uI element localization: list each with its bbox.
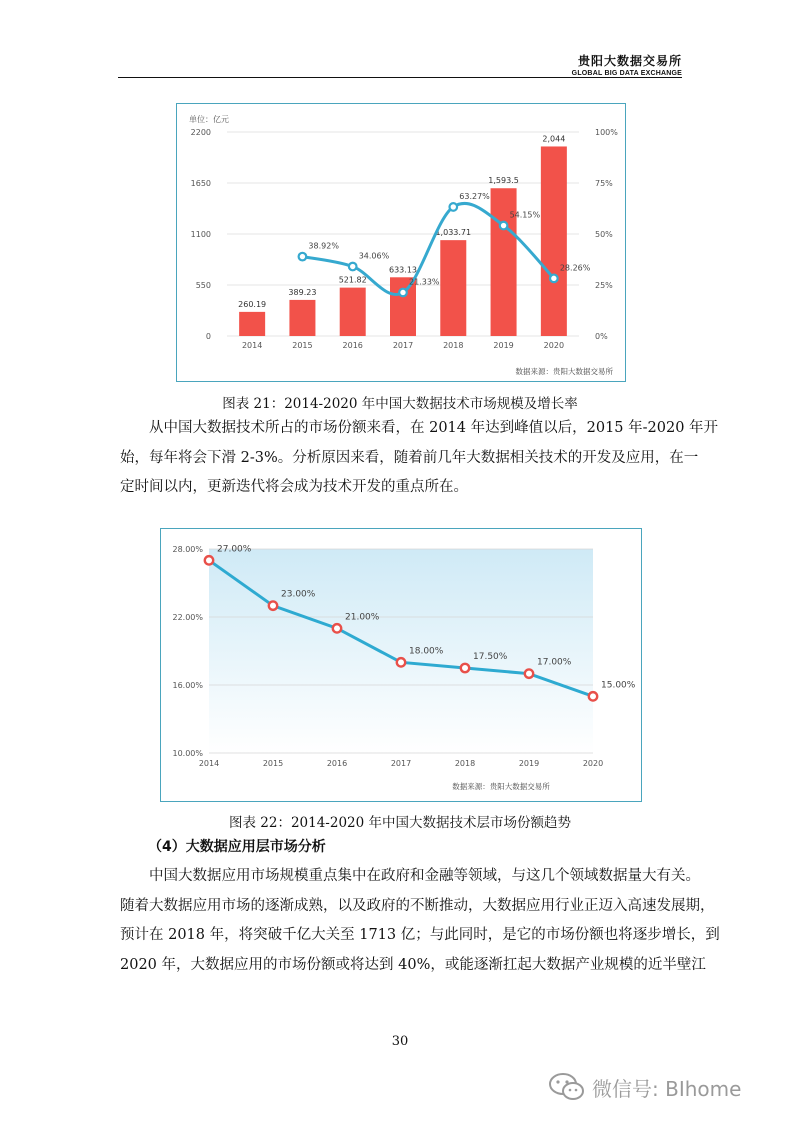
- y2-tick-label: 75%: [595, 179, 613, 188]
- y2-tick-label: 0%: [595, 332, 608, 341]
- market-share-label: 21.00%: [345, 612, 380, 623]
- growth-rate-label: 21.33%: [409, 277, 440, 287]
- market-share-point: [525, 669, 533, 677]
- growth-rate-label: 28.26%: [559, 263, 591, 273]
- bar-data-label: 521.82: [338, 275, 367, 285]
- y-tick-label: 1650: [190, 179, 211, 188]
- market-share-point: [205, 556, 213, 564]
- paragraph-market-share: [120, 414, 719, 503]
- x-tick-label: 2014: [198, 759, 220, 768]
- x-tick-label: 2020: [543, 341, 565, 350]
- bar-data-label: 389.23: [288, 287, 317, 297]
- market-share-point: [333, 624, 341, 632]
- brand-en: GLOBAL BIG DATA EXCHANGE: [571, 70, 682, 77]
- x-tick-label: 2017: [392, 341, 414, 350]
- paragraph-line: 中国大数据应用市场规模重点集中在政府和金融等领域，与这几个领域数据量大有关。: [149, 868, 700, 884]
- market-share-chart-svg: [161, 529, 641, 801]
- x-tick-label: 2019: [493, 341, 514, 350]
- header-brand: [572, 52, 682, 77]
- paragraph-line: 从中国大数据技术所占的市场份额来看，在 2014 年达到峰值以后，2015 年-2020 年开: [149, 420, 719, 436]
- y-tick-label: 550: [195, 281, 211, 290]
- growth-rate-point: [299, 253, 307, 261]
- x-tick-label: 2015: [292, 341, 313, 350]
- market-share-label: 17.00%: [537, 657, 572, 668]
- bar: [239, 312, 265, 336]
- market-share-label: 23.00%: [281, 589, 316, 600]
- market-share-chart: [160, 528, 642, 802]
- bar-data-label: 2,044: [542, 134, 566, 144]
- bar-data-label: 1,593.5: [488, 176, 519, 186]
- market-share-point: [397, 658, 405, 666]
- market-share-label: 18.00%: [409, 646, 444, 657]
- paragraph-line: 预计在 2018 年，将突破千亿大关至 1713 亿；与此同时，是它的市场份额也将逐步增长，到: [120, 927, 720, 943]
- paragraph-line: 2020 年，大数据应用的市场份额或将达到 40%，或能逐渐扛起大数据产业规模的近半壁江: [120, 956, 706, 973]
- bar: [340, 288, 366, 336]
- market-share-label: 27.00%: [217, 544, 252, 555]
- market-size-chart: [176, 103, 626, 382]
- paragraph-line: 始，每年将会下滑 2-3%。分析原因来看，随着前几年大数据相关技术的开发及应用，在一: [120, 449, 699, 466]
- x-tick-label: 2018: [454, 759, 476, 768]
- x-tick-label: 2016: [326, 759, 348, 768]
- bar: [440, 240, 466, 336]
- x-tick-label: 2017: [390, 759, 412, 768]
- y-tick-label: 2200: [190, 128, 211, 137]
- y-tick-label: 10.00%: [172, 749, 203, 758]
- growth-rate-label: 34.06%: [358, 251, 390, 261]
- x-tick-label: 2018: [443, 341, 464, 350]
- growth-rate-point: [550, 275, 558, 283]
- bar-data-label: 633.13: [389, 265, 417, 275]
- bar-data-label: 1,033.71: [435, 228, 472, 238]
- y2-tick-label: 50%: [595, 230, 613, 239]
- data-source: 数据来源：贵阳大数据交易所: [452, 782, 550, 791]
- market-share-point: [461, 664, 469, 672]
- y2-tick-label: 100%: [595, 128, 618, 137]
- x-tick-label: 2020: [582, 759, 604, 768]
- paragraph-line: 定时间以内，更新迭代将会成为技术开发的重点所在。: [120, 479, 468, 495]
- brand-cn: 贵阳大数据交易所: [577, 54, 682, 68]
- page-number: 30: [391, 1034, 409, 1049]
- wechat-watermark: [548, 1072, 741, 1102]
- growth-rate-point: [500, 222, 508, 230]
- unit-label: 单位：亿元: [189, 115, 229, 124]
- growth-rate-label: 54.15%: [509, 210, 541, 220]
- market-share-point: [269, 601, 277, 609]
- market-share-label: 17.50%: [473, 652, 508, 662]
- paragraph-application-market: [120, 862, 720, 980]
- wechat-icon: [548, 1072, 586, 1102]
- y-tick-label: 1100: [190, 230, 211, 239]
- y-tick-label: 28.00%: [172, 545, 203, 554]
- section-heading: （4）大数据应用层市场分析: [148, 839, 326, 855]
- x-tick-label: 2016: [342, 341, 363, 350]
- chart2-caption: 图表 22：2014-2020 年中国大数据技术层市场份额趋势: [228, 815, 572, 831]
- bar: [289, 300, 315, 336]
- y-tick-label: 0: [205, 332, 211, 341]
- x-tick-label: 2015: [262, 759, 284, 768]
- market-size-chart-svg: [177, 104, 625, 381]
- bar: [541, 146, 567, 336]
- paragraph-line: 随着大数据应用市场的逐渐成熟，以及政府的不断推动，大数据应用行业正迈入高速发展期，: [120, 897, 715, 914]
- header-rule: [118, 77, 682, 78]
- chart1-caption: 图表 21：2014-2020 年中国大数据技术市场规模及增长率: [222, 396, 578, 412]
- growth-rate-label: 63.27%: [459, 191, 490, 201]
- growth-rate-point: [349, 263, 357, 271]
- watermark-text: 微信号: BIhome: [592, 1076, 742, 1101]
- market-share-point: [589, 692, 597, 700]
- y-tick-label: 16.00%: [172, 681, 203, 690]
- data-source: 数据来源：贵阳大数据交易所: [515, 367, 613, 376]
- bar-data-label: 260.19: [238, 299, 267, 309]
- x-tick-label: 2019: [518, 759, 540, 768]
- y-tick-label: 22.00%: [172, 613, 203, 622]
- growth-rate-point: [449, 203, 457, 211]
- y2-tick-label: 25%: [595, 281, 613, 290]
- market-share-label: 15.00%: [601, 680, 636, 691]
- x-tick-label: 2014: [241, 341, 263, 350]
- plot-area: [209, 549, 593, 753]
- growth-rate-point: [399, 289, 407, 297]
- growth-rate-label: 38.92%: [308, 241, 339, 251]
